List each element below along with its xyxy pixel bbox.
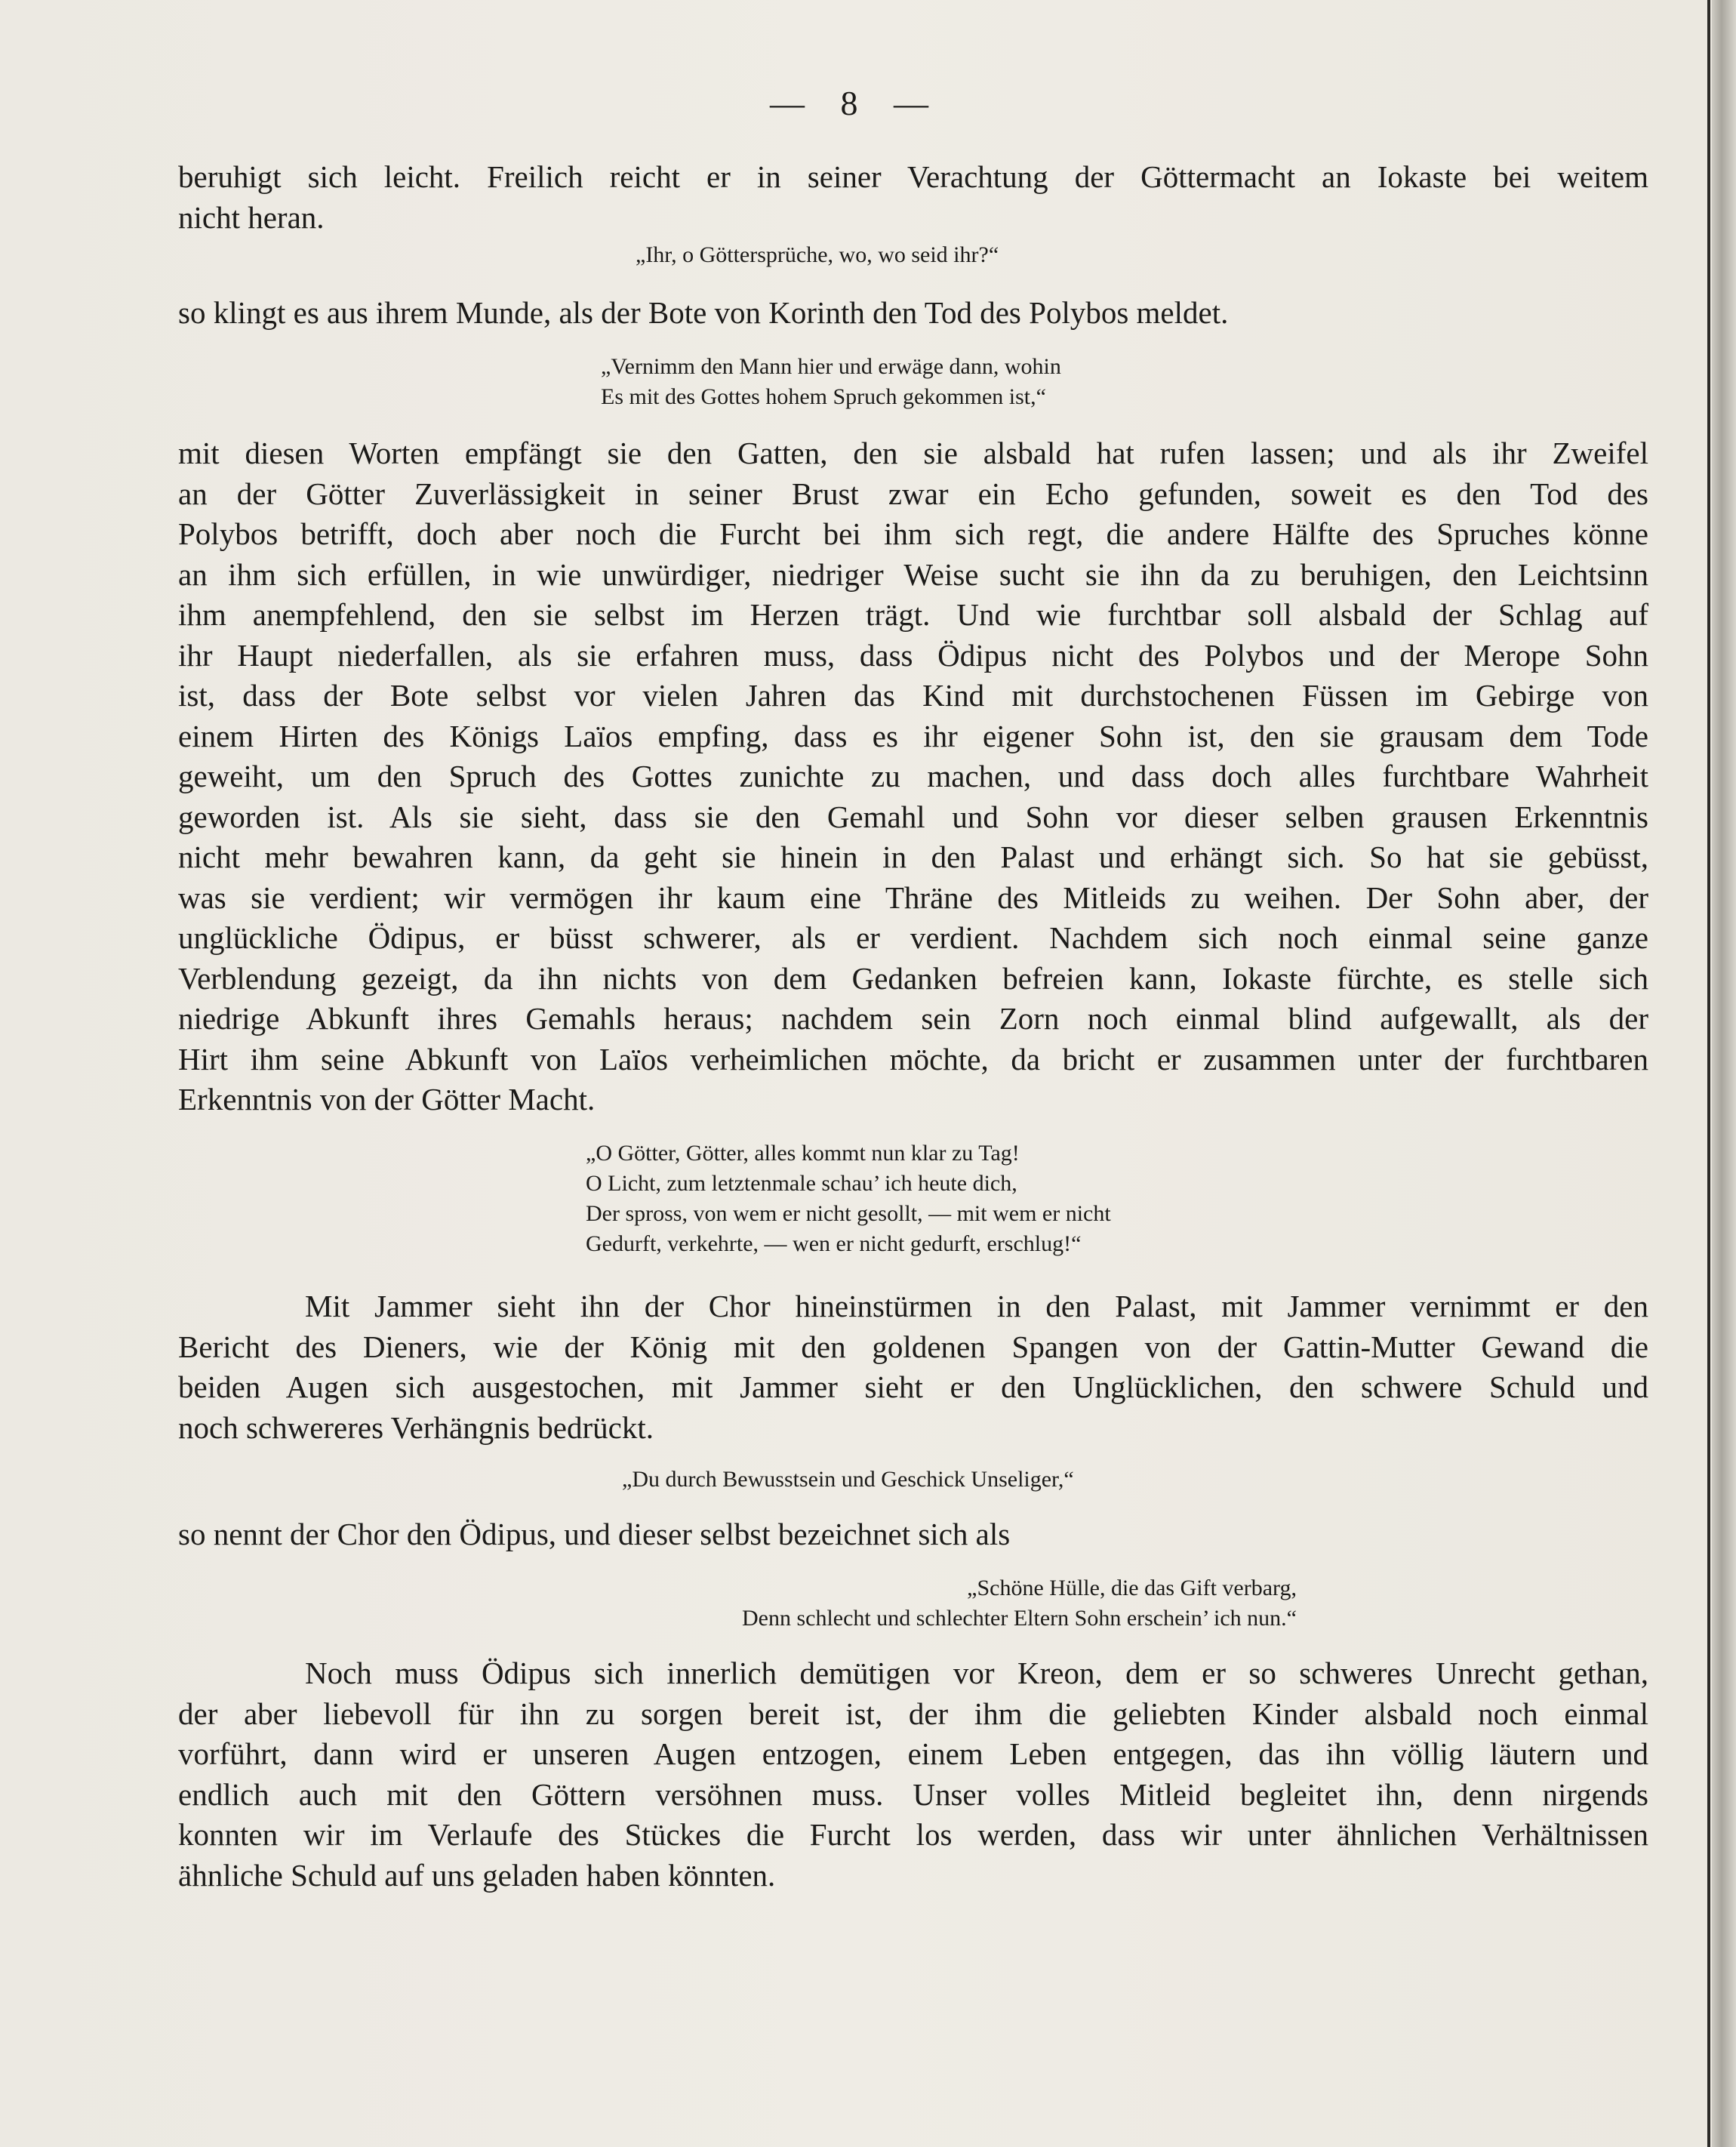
text-line: unglückliche Ödipus, er büsst schwerer, als er verdient. Nachdem sich noch einmal seine ganze (178, 920, 1648, 955)
text-line: Bericht des Dieners, wie der König mit den goldenen Spangen von der Gattin-Mutter Gewand die (178, 1329, 1648, 1364)
text-line: mit diesen Worten empfängt sie den Gatten, den sie alsbald hat rufen lassen; und als ihr Zweifel (178, 436, 1648, 470)
paragraph (178, 1514, 1648, 1555)
verse-line: „Ihr, o Göttersprüche, wo, wo seid ihr?“ (636, 242, 999, 267)
text-line: Polybos betrifft, doch aber noch die Furcht bei ihm sich regt, die andere Hälfte des Spruches könne (178, 516, 1648, 551)
text-line: vorführt, dann wird er unseren Augen entzogen, einem Leben entgegen, das ihn völlig läutern und (178, 1736, 1648, 1771)
text-line: geworden ist. Als sie sieht, dass sie den Gemahl und Sohn vor dieser selben grausen Erkenntnis (178, 799, 1648, 834)
paragraph (178, 1286, 1648, 1448)
verse-line: O Licht, zum letztenmale schau’ ich heute dich, (586, 1171, 1017, 1196)
text-line: an ihm sich erfüllen, in wie unwürdiger, niedriger Weise sucht sie ihn da zu beruhigen, den Leichtsinn (178, 556, 1648, 592)
text-line: noch schwereres Verhängnis bedrückt. (178, 1409, 654, 1445)
paragraph (178, 293, 1648, 334)
text-line: endlich auch mit den Göttern versöhnen muss. Unser volles Mitleid begleitet ihn, denn nirgends (178, 1776, 1648, 1812)
text-line: beruhigt sich leicht. Freilich reicht er in seiner Verachtung der Göttermacht an Iokaste bei weitem (178, 159, 1648, 194)
text-line: einem Hirten des Königs Laïos empfing, dass es ihr eigener Sohn ist, den sie grausam dem Tode (178, 718, 1648, 753)
verse-quotation (542, 1573, 1297, 1634)
text-line: ihm anempfehlend, den sie selbst im Herzen trägt. Und wie furchtbar soll alsbald der Schlag auf (178, 597, 1648, 632)
book-edge (1712, 0, 1736, 2147)
verse-quotation (622, 1465, 1074, 1495)
text-line: Hirt ihm seine Abkunft von Laïos verheimlichen möchte, da bricht er zusammen unter der furchtbaren (178, 1041, 1648, 1077)
verse-line: Es mit des Gottes hohem Spruch gekommen ist,“ (601, 384, 1046, 409)
page-number: — 8 — (770, 84, 942, 122)
verse-line: Gedurft, verkehrte, — wen er nicht gedurft, erschlug!“ (586, 1231, 1082, 1256)
paragraph (178, 433, 1648, 1120)
verse-line: Der spross, von wem er nicht gesollt, — mit wem er nicht (586, 1201, 1111, 1226)
text-line: der aber liebevoll für ihn zu sorgen bereit ist, der ihm die geliebten Kinder alsbald noch einmal (178, 1696, 1648, 1731)
text-line: konnten wir im Verlaufe des Stückes die Furcht los werden, dass wir unter ähnlichen Verhältnissen (178, 1817, 1648, 1852)
text-line: ähnliche Schuld auf uns geladen haben könnten. (178, 1857, 776, 1893)
text-line: niedrige Abkunft ihres Gemahls heraus; nachdem sein Zorn noch einmal blind aufgewallt, als der (178, 1001, 1648, 1036)
paragraph (178, 1653, 1648, 1896)
text-line: nicht heran. (178, 199, 325, 235)
verse-quotation (586, 1138, 1111, 1259)
text-line: ihr Haupt niederfallen, als sie erfahren muss, dass Ödipus nicht des Polybos und der Merope Sohn (178, 637, 1648, 673)
verse-line: Denn schlecht und schlechter Eltern Sohn erschein’ ich nun.“ (741, 1606, 1297, 1631)
text-line: ist, dass der Bote selbst vor vielen Jahren das Kind mit durchstochenen Füssen im Gebirge von (178, 678, 1648, 713)
text-line: geweiht, um den Spruch des Gottes zunichte zu machen, und dass doch alles furchtbare Wahrheit (178, 759, 1648, 793)
text-line: Mit Jammer sieht ihn der Chor hineinstürmen in den Palast, mit Jammer vernimmt er den (305, 1289, 1648, 1323)
verse-line: „Du durch Bewusstsein und Geschick Unseliger,“ (622, 1467, 1074, 1492)
text-line: Erkenntnis von der Götter Macht. (178, 1082, 596, 1117)
verse-line: „Vernimm den Mann hier und erwäge dann, wohin (601, 354, 1061, 379)
text-line: was sie verdient; wir vermögen ihr kaum eine Thräne des Mitleids zu weihen. Der Sohn aber, der (178, 879, 1648, 915)
text-line: beiden Augen sich ausgestochen, mit Jammer sieht er den Unglücklichen, den schwere Schuld und (178, 1369, 1648, 1404)
text-line: so nennt der Chor den Ödipus, und dieser selbst bezeichnet sich als (178, 1517, 1011, 1551)
verse-line: „O Götter, Götter, alles kommt nun klar zu Tag! (586, 1141, 1020, 1166)
verse-quotation (636, 240, 999, 270)
text-line: nicht mehr bewahren kann, da geht sie hinein in den Palast und erhängt sich. So hat sie gebüsst, (178, 839, 1648, 874)
page-border-line (1707, 0, 1710, 2147)
verse-line: „Schöne Hülle, die das Gift verbarg, (967, 1576, 1297, 1600)
text-line: Verblendung gezeigt, da ihn nichts von dem Gedanken befreien kann, Iokaste fürchte, es stelle sich (178, 960, 1648, 996)
text-line: Noch muss Ödipus sich innerlich demütigen vor Kreon, dem er so schweres Unrecht gethan, (305, 1656, 1648, 1690)
text-line: so klingt es aus ihrem Munde, als der Bote von Korinth den Tod des Polybos meldet. (178, 295, 1229, 330)
paragraph (178, 157, 1648, 238)
text-line: an der Götter Zuverlässigkeit in seiner Brust zwar ein Echo gefunden, soweit es den Tod des (178, 476, 1648, 511)
verse-quotation (601, 352, 1061, 412)
